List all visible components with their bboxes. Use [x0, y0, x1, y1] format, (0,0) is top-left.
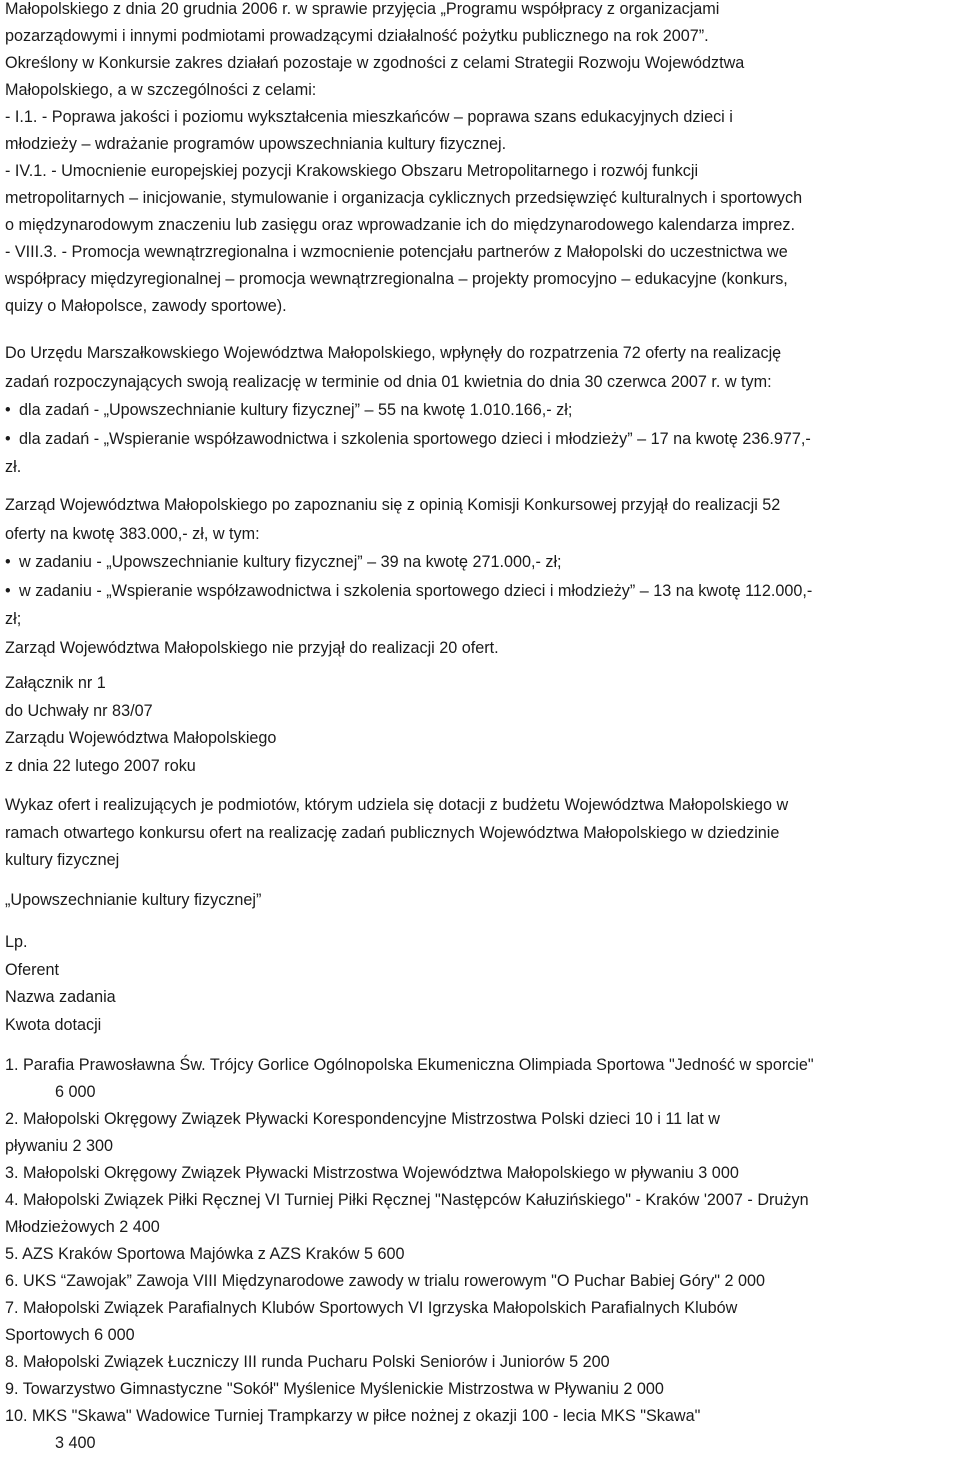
list-item-amount: 6 000 [55, 1083, 96, 1101]
list-item-amount: 3 400 [55, 1434, 96, 1452]
text-line: - VIII.3. - Promocja wewnątrzregionalna i wzmocnienie potencjału partnerów z Małopolski do uczestnictwa we [5, 243, 788, 261]
intro-section [5, 0, 960, 320]
text-line: o międzynarodowym znaczeniu lub zasięgu oraz wprowadzanie ich do międzynarodowego kalendarza imprez. [5, 216, 796, 234]
bullet-continuation: zł. [5, 458, 22, 477]
list-item: 8. Małopolski Związek Łuczniczy III runda Pucharu Polski Seniorów i Juniorów 5 200 [5, 1353, 610, 1371]
task-title [5, 887, 960, 914]
text-line: Określony w Konkursie zakres działań pozostaje w zgodności z celami Strategii Rozwoju Województwa [5, 54, 745, 72]
task-title-text: „Upowszechnianie kultury fizycznej” [5, 891, 262, 909]
text-line: metropolitarnych – inicjowanie, stymulowanie i organizacja cyklicznych przedsięwzięć kulturalnych i sportowych [5, 189, 803, 207]
offers-received-section [5, 339, 960, 482]
header-lp: Lp. [5, 933, 28, 951]
closing-sentence: Zarząd Województwa Małopolskiego nie przyjął do realizacji 20 ofert. [5, 638, 499, 657]
header-oferent: Oferent [5, 960, 59, 979]
text-line: Zarząd Województwa Małopolskiego po zapoznaniu się z opinią Komisji Konkursowej przyjął do realizacji 52 [5, 496, 781, 514]
attachment-header [5, 670, 960, 780]
text-line: - I.1. - Poprawa jakości i poziomu wykształcenia mieszkańców – poprawa szans edukacyjnych dzieci i [5, 108, 733, 126]
text-line: ramach otwartego konkursu ofert na realizację zadań publicznych Województwa Małopolskiego w dziedzinie [5, 823, 780, 842]
list-item: 3. Małopolski Okręgowy Związek Pływacki Mistrzostwa Województwa Małopolskiego w pływaniu 3 000 [5, 1164, 739, 1182]
list-intro [5, 792, 960, 875]
text-line: Małopolskiego z dnia 20 grudnia 2006 r. w sprawie przyjęcia „Programu współpracy z organizacjami [5, 0, 720, 18]
list-item: 10. MKS "Skawa" Wadowice Turniej Trampkarzy w piłce nożnej z okazji 100 - lecia MKS "Skawa" [5, 1407, 701, 1425]
text-line: - IV.1. - Umocnienie europejskiej pozycji Krakowskiego Obszaru Metropolitarnego i rozwój funkcji [5, 162, 699, 180]
attachment-line: Zarządu Województwa Małopolskiego [5, 729, 277, 747]
bullet-item: • dla zadań - „Upowszechnianie kultury fizycznej” – 55 na kwotę 1.010.166,- zł; [5, 396, 960, 425]
text-line: quizy o Małopolsce, zawody sportowe). [5, 297, 287, 315]
table-headers [5, 929, 960, 1039]
attachment-line: do Uchwały nr 83/07 [5, 701, 153, 720]
list-item: 2. Małopolski Okręgowy Związek Pływacki Korespondencyjne Mistrzostwa Polski dzieci 10 i 11 lat w [5, 1110, 720, 1128]
list-item: 5. AZS Kraków Sportowa Majówka z AZS Kraków 5 600 [5, 1245, 405, 1263]
list-item: 7. Małopolski Związek Parafialnych Klubów Sportowych VI Igrzyska Małopolskich Parafialnych Klubów [5, 1299, 738, 1317]
list-item: 6. UKS “Zawojak” Zawoja VIII Międzynarodowe zawody w trialu rowerowym "O Puchar Babiej Góry" 2 000 [5, 1272, 766, 1290]
text-line: Wykaz ofert i realizujących je podmiotów, którym udziela się dotacji z budżetu Województwa Małopolskiego w [5, 796, 789, 814]
bullet-item: • w zadaniu - „Upowszechnianie kultury fizycznej” – 39 na kwotę 271.000,- zł; [5, 548, 960, 577]
list-item-continuation: Sportowych 6 000 [5, 1326, 135, 1344]
text-line: Do Urzędu Marszałkowskiego Województwa Małopolskiego, wpłynęły do rozpatrzenia 72 oferty na realizację [5, 344, 782, 362]
bullet-continuation: zł; [5, 610, 22, 629]
bullet-item: • w zadaniu - „Wspieranie współzawodnictwa i szkolenia sportowego dzieci i młodzieży” – 13 na kwotę 112.000,- [5, 577, 960, 606]
header-kwota-dotacji: Kwota dotacji [5, 1015, 102, 1034]
list-item: 1. Parafia Prawosławna Św. Trójcy Gorlice Ogólnopolska Ekumeniczna Olimpiada Sportowa "Jedność w sporcie" [5, 1056, 814, 1074]
decision-section [5, 491, 960, 663]
list-item: 4. Małopolski Związek Piłki Ręcznej VI Turniej Piłki Ręcznej "Następców Kałuzińskiego" - Kraków '2007 - Drużyn [5, 1191, 809, 1209]
text-line: kultury fizycznej [5, 851, 120, 869]
text-line: oferty na kwotę 383.000,- zł, w tym: [5, 524, 260, 543]
text-line: współpracy międzyregionalnej – promocja wewnątrzregionalna – projekty promocyjno – edukacyjne (konkurs, [5, 270, 788, 288]
list-item-continuation: pływaniu 2 300 [5, 1137, 113, 1155]
text-line: zadań rozpoczynających swoją realizację w terminie od dnia 01 kwietnia do dnia 30 czerwca 2007 r. w tym: [5, 372, 772, 391]
text-line: Małopolskiego, a w szczególności z celami: [5, 81, 317, 99]
header-nazwa-zadania: Nazwa zadania [5, 988, 116, 1006]
attachment-line: z dnia 22 lutego 2007 roku [5, 756, 196, 775]
bullet-item: • dla zadań - „Wspieranie współzawodnictwa i szkolenia sportowego dzieci i młodzieży” – 17 na kwotę 236.977,- [5, 425, 960, 454]
attachment-line: Załącznik nr 1 [5, 674, 106, 692]
list-item: 9. Towarzystwo Gimnastyczne "Sokół" Myślenice Myślenickie Mistrzostwa w Pływaniu 2 000 [5, 1380, 664, 1398]
entries-list [5, 1052, 960, 1457]
text-line: pozarządowymi i innymi podmiotami prowadzącymi działalność pożytku publicznego na rok 2007”. [5, 27, 709, 45]
text-line: młodzieży – wdrażanie programów upowszechniania kultury fizycznej. [5, 135, 507, 153]
list-item-continuation: Młodzieżowych 2 400 [5, 1218, 160, 1236]
